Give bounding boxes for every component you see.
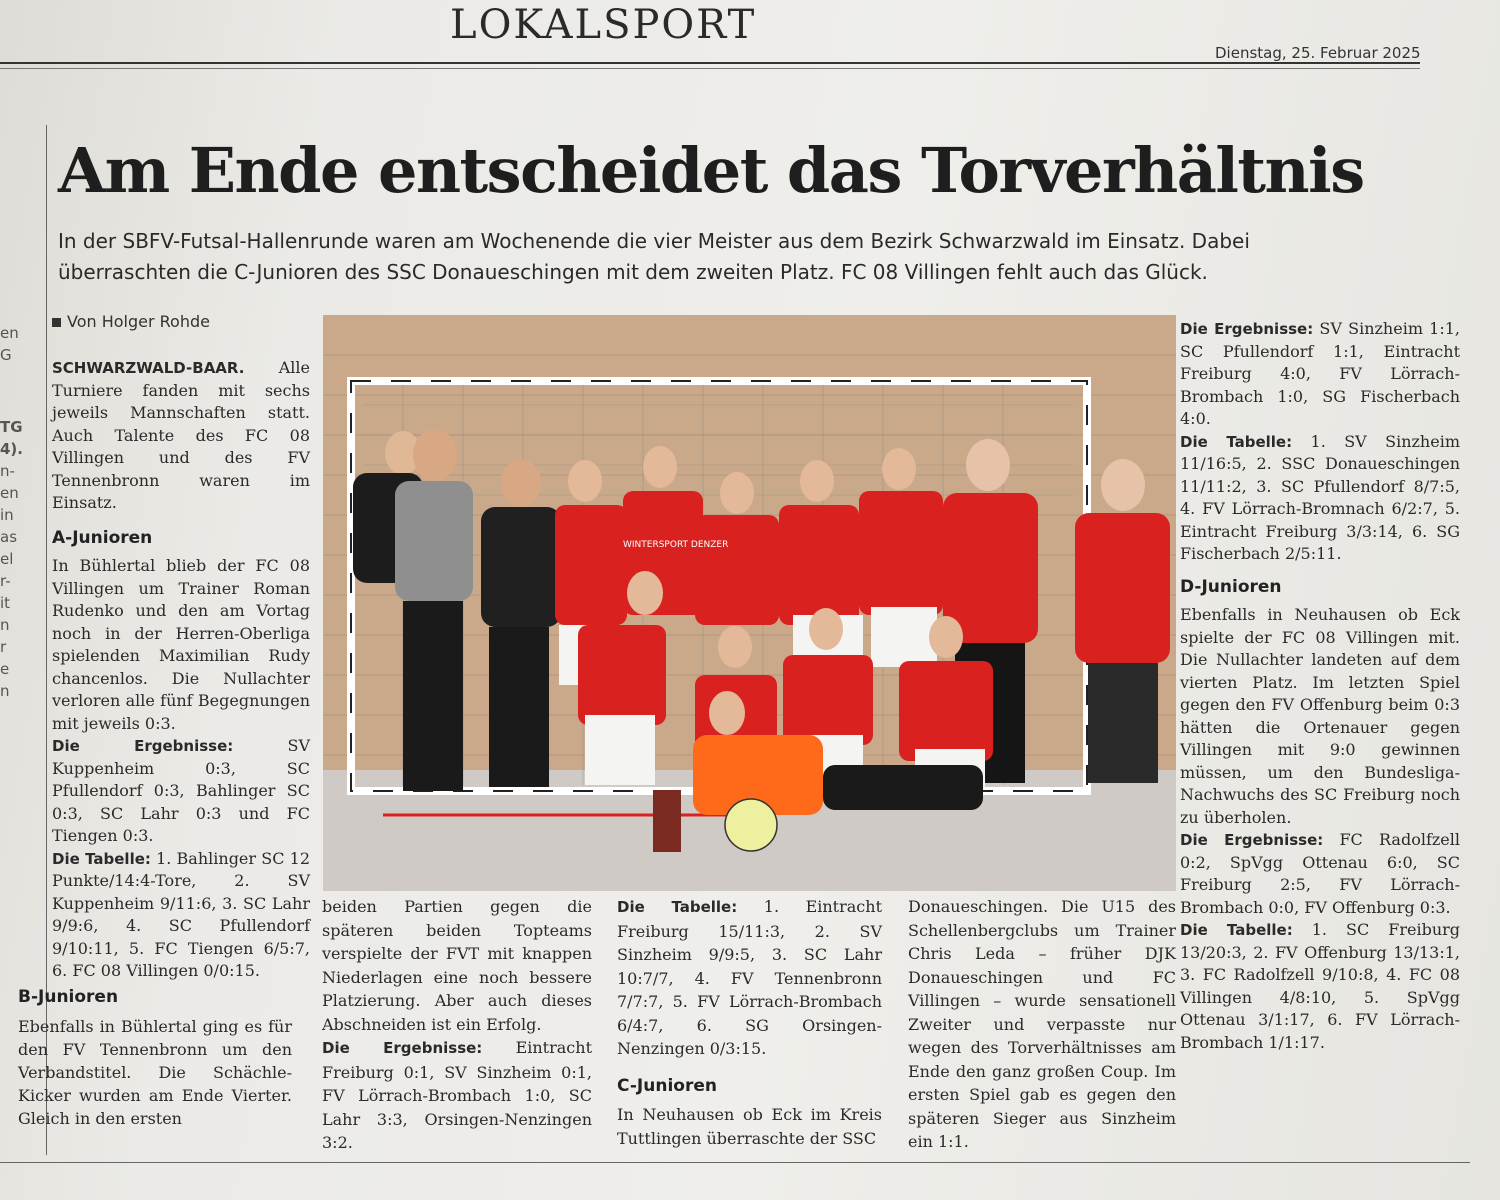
table-label: Die Tabelle:	[52, 849, 151, 868]
subheading-b-junioren: B-Junioren	[18, 987, 119, 1007]
paragraph-a-junioren: In Bühlertal blieb der FC 08 Villingen um Trainer Roman Rudenko und den am Vortag noch in der Herren-Oberliga spielenden Maximilian Rudy chancenlos. Die Nullachter verloren alle fünf Begegnungen mit jeweils 0:3.	[52, 556, 310, 733]
article-column-1-lower	[18, 986, 292, 1130]
table-text: 1. Eintracht Freiburg 15/11:3, 2. SV Sinzheim 9/9:5, 3. SC Lahr 10:7/7, 4. FV Tennenbronn 7/7:7, 5. FV Lörrach-Brombach 6/4:7, 6. SG Orsingen-Nenzingen 0/3:15.	[617, 897, 882, 1058]
table-text: 1. SV Sinzheim 11/16:5, 2. SSC Donaueschingen 11/11:2, 3. SC Pfullendorf 8/7:5, 4. FV Lörrach-Bromnach 6/2:7, 5. Eintracht Freiburg 3/3:14, 6. SG Fischerbach 2/5:11.	[1180, 431, 1460, 563]
section-title: LOKALSPORT	[450, 2, 757, 48]
article-column-1	[52, 357, 310, 983]
neighbor-column-fragment: en G TG 4). n- en in as el r- it n r e n	[0, 324, 23, 700]
paragraph-b-continued: beiden Partien gegen die späteren beiden Topteams verspielte der FVT mit knappen Niederlagen eine noch bessere Platzierung. Aber auch dieses Abschneiden ist ein Erfolg.	[322, 897, 592, 1034]
masthead-rule	[0, 62, 1420, 64]
results-text: Eintracht Freiburg 0:1, SV Sinzheim 0:1, FV Lörrach-Brombach 1:0, SC Lahr 3:3, Orsingen-Nenzingen 3:2.	[322, 1038, 592, 1152]
paragraph-b-junioren: Ebenfalls in Bühlertal ging es für den FV Tennenbronn um den Verbandstitel. Die Schächle-Kicker wurden am Ende Vierter. Gleich in den ersten	[18, 1016, 292, 1128]
article-headline: Am Ende entscheidet das Torverhältnis	[58, 134, 1364, 207]
jersey-sponsor-label: WINTERSPORT DENZER	[623, 540, 729, 550]
table-text: 1. SC Freiburg 13/20:3, 2. FV Offenburg 13/13:1, 3. FC Radolfzell 9/10:8, 4. FC 08 Villingen 4/8:10, 5. SpVgg Ottenau 3/1:17, 6. FV Lörrach-Brombach 1/1:17.	[1180, 920, 1461, 1052]
paragraph-c-continued: Donaueschingen. Die U15 des Schellenbergclubs um Trainer Chris Leda – früher DJK Donaueschingen und FC Villingen – wurde sensationell Zweiter und verpasste nur wegen des Torverhältnisses am Ende den ganz großen Coup. Im ersten Spiel gab es gegen den späteren Sieger aus Sinzheim ein 1:1.	[908, 897, 1176, 1151]
byline-square-icon	[52, 318, 61, 327]
table-label: Die Tabelle:	[1180, 921, 1293, 939]
article-column-5	[1180, 318, 1460, 1054]
article-column-2	[322, 895, 592, 1155]
author-byline	[52, 312, 210, 331]
paragraph-d-junioren: Ebenfalls in Neuhausen ob Eck spielte der FC 08 Villingen mit. Die Nullachter landeten auf dem vierten Platz. Im letzten Spiel gegen den FV Offenburg beim 0:3 hätten die Ortenauer gegen Villingen mit 9:0 gewinnen müssen, um den Bundesliga-Nachwuchs des SC Freiburg noch zu überholen.	[1180, 605, 1460, 827]
article-lead: In der SBFV-Futsal-Hallenrunde waren am Wochenende die vier Meister aus dem Bezirk Schwarzwald im Einsatz. Dabei überraschten die C-Junioren des SSC Donaueschingen mit dem zweiten Platz. FC 08 Villingen fehlt auch das Glück.	[58, 229, 1250, 284]
article-column-3	[617, 895, 882, 1150]
results-label: Die Ergebnisse:	[52, 737, 234, 755]
table-label: Die Tabelle:	[1180, 432, 1293, 451]
results-label: Die Ergebnisse:	[1180, 831, 1324, 849]
issue-date: Dienstag, 25. Februar 2025	[1215, 44, 1421, 62]
subheading-d-junioren: D-Junioren	[1180, 576, 1282, 597]
subheading-c-junioren: C-Junioren	[617, 1075, 717, 1096]
intro-text: Alle Turniere fanden mit sechs jeweils Mannschaften statt. Auch Talente des FC 08 Villingen und des FV Tennenbronn waren im Einsatz.	[52, 358, 310, 512]
article-column-4	[908, 895, 1176, 1154]
subheading-a-junioren: A-Junioren	[52, 527, 153, 548]
results-label: Die Ergebnisse:	[322, 1039, 483, 1057]
dateline: SCHWARZWALD-BAAR.	[52, 359, 245, 377]
author-name: Von Holger Rohde	[67, 312, 210, 331]
results-label: Die Ergebnisse:	[1180, 320, 1314, 338]
results-text: SV Sinzheim 1:1, SC Pfullendorf 1:1, Eintracht Freiburg 4:0, FV Lörrach-Brombach 1:0, SG Fischerbach 4:0.	[1180, 319, 1460, 428]
masthead-rule-thin	[0, 68, 1420, 69]
table-text: 1. Bahlinger SC 12 Punkte/14:4-Tore, 2. SV Kuppenheim 9/11:6, 3. SC Lahr 9/9:6, 4. SC Pfullendorf 9/10:11, 5. FC Tiengen 6/5:7, 6. FC 08 Villingen 0/0:15.	[52, 848, 310, 980]
paragraph-c-junioren: In Neuhausen ob Eck im Kreis Tuttlingen überraschte der SSC	[617, 1105, 882, 1148]
bottom-rule	[0, 1162, 1470, 1163]
results-text: SV Kuppenheim 0:3, SC Pfullendorf 0:3, Bahlinger SC 0:3, SC Lahr 0:3 und FC Tiengen 0:3.	[52, 736, 310, 845]
results-text: FC Radolfzell 0:2, SpVgg Ottenau 6:0, SC Freiburg 2:5, FV Lörrach-Brombach 0:0, FV Offenburg 0:3.	[1180, 830, 1460, 917]
table-label: Die Tabelle:	[617, 898, 738, 916]
team-photo-illustration	[323, 315, 1176, 891]
team-photo	[323, 315, 1176, 891]
